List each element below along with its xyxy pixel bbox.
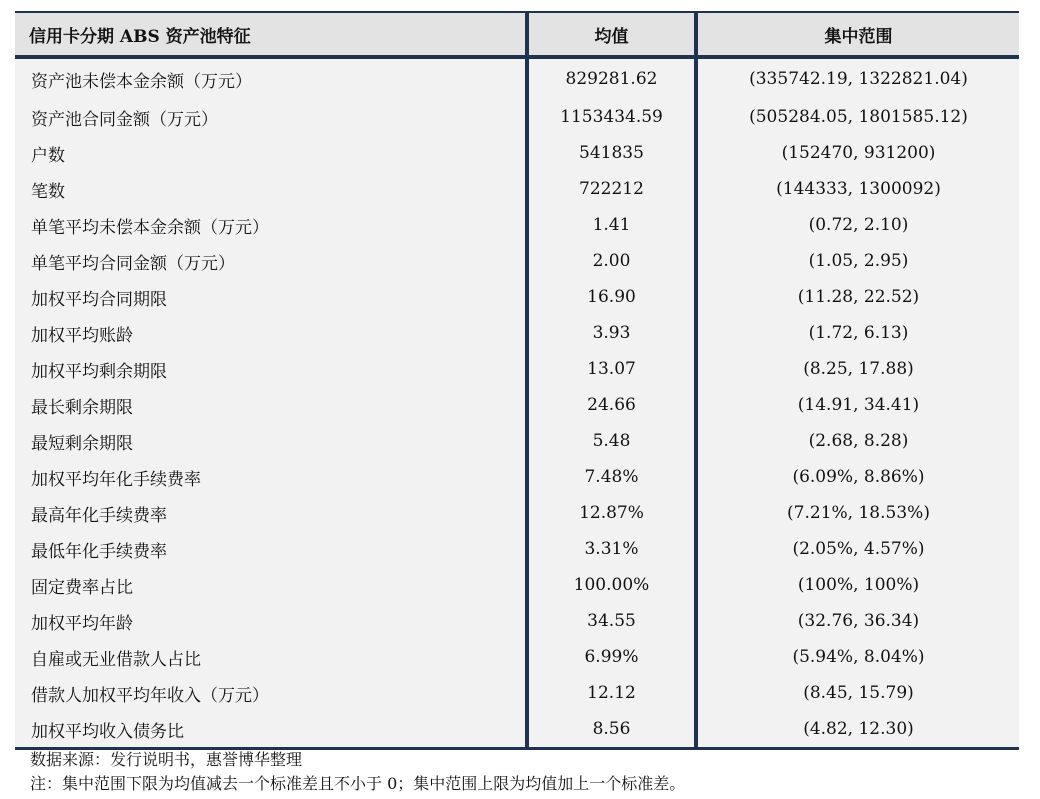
table-row bbox=[15, 387, 1019, 423]
row-mean: 2.00 bbox=[527, 243, 696, 279]
row-mean: 13.07 bbox=[527, 351, 696, 387]
row-range: (1.05, 2.95) bbox=[696, 243, 1019, 279]
row-range: (4.82, 12.30) bbox=[696, 711, 1019, 749]
row-range: (2.68, 8.28) bbox=[696, 423, 1019, 459]
row-label: 加权平均收入债务比 bbox=[15, 711, 527, 749]
row-mean: 3.31% bbox=[527, 531, 696, 567]
table-header-row bbox=[15, 12, 1019, 57]
table-row bbox=[15, 243, 1019, 279]
row-mean: 1.41 bbox=[527, 207, 696, 243]
table-row bbox=[15, 135, 1019, 171]
row-mean: 3.93 bbox=[527, 315, 696, 351]
header-range: 集中范围 bbox=[696, 12, 1019, 57]
row-label: 单笔平均合同金额（万元） bbox=[15, 243, 527, 279]
row-label: 单笔平均未偿本金余额（万元） bbox=[15, 207, 527, 243]
row-range: (14.91, 34.41) bbox=[696, 387, 1019, 423]
table-row bbox=[15, 99, 1019, 135]
row-label: 加权平均年龄 bbox=[15, 603, 527, 639]
row-label: 最低年化手续费率 bbox=[15, 531, 527, 567]
row-range: (152470, 931200) bbox=[696, 135, 1019, 171]
table-row bbox=[15, 207, 1019, 243]
row-mean: 722212 bbox=[527, 171, 696, 207]
table-row bbox=[15, 675, 1019, 711]
row-mean: 12.12 bbox=[527, 675, 696, 711]
row-label: 加权平均账龄 bbox=[15, 315, 527, 351]
table-row bbox=[15, 639, 1019, 675]
row-label: 最短剩余期限 bbox=[15, 423, 527, 459]
row-mean: 24.66 bbox=[527, 387, 696, 423]
row-range: (8.45, 15.79) bbox=[696, 675, 1019, 711]
row-mean: 34.55 bbox=[527, 603, 696, 639]
row-range: (11.28, 22.52) bbox=[696, 279, 1019, 315]
row-label: 加权平均合同期限 bbox=[15, 279, 527, 315]
row-label: 固定费率占比 bbox=[15, 567, 527, 603]
source-note: 数据来源：发行说明书，惠誉博华整理 bbox=[30, 750, 303, 769]
table-row bbox=[15, 567, 1019, 603]
row-range: (8.25, 17.88) bbox=[696, 351, 1019, 387]
table-row bbox=[15, 495, 1019, 531]
row-mean: 100.00% bbox=[527, 567, 696, 603]
row-range: (7.21%, 18.53%) bbox=[696, 495, 1019, 531]
row-range: (1.72, 6.13) bbox=[696, 315, 1019, 351]
row-label: 自雇或无业借款人占比 bbox=[15, 639, 527, 675]
row-range: (144333, 1300092) bbox=[696, 171, 1019, 207]
row-label: 加权平均年化手续费率 bbox=[15, 459, 527, 495]
row-mean: 8.56 bbox=[527, 711, 696, 749]
abs-pool-table bbox=[15, 11, 1019, 750]
row-range: (2.05%, 4.57%) bbox=[696, 531, 1019, 567]
row-label: 加权平均剩余期限 bbox=[15, 351, 527, 387]
row-label: 最长剩余期限 bbox=[15, 387, 527, 423]
row-range: (6.09%, 8.86%) bbox=[696, 459, 1019, 495]
row-mean: 1153434.59 bbox=[527, 99, 696, 135]
row-mean: 5.48 bbox=[527, 423, 696, 459]
table-row bbox=[15, 711, 1019, 749]
table-notes bbox=[30, 748, 685, 796]
row-mean: 16.90 bbox=[527, 279, 696, 315]
row-mean: 829281.62 bbox=[527, 57, 696, 99]
row-mean: 541835 bbox=[527, 135, 696, 171]
row-range: (335742.19, 1322821.04) bbox=[696, 57, 1019, 99]
row-label: 最高年化手续费率 bbox=[15, 495, 527, 531]
header-feature: 信用卡分期 ABS 资产池特征 bbox=[15, 12, 527, 57]
table-row bbox=[15, 423, 1019, 459]
table-row bbox=[15, 279, 1019, 315]
table-row bbox=[15, 315, 1019, 351]
header-mean: 均值 bbox=[527, 12, 696, 57]
row-range: (32.76, 36.34) bbox=[696, 603, 1019, 639]
range-footnote: 注：集中范围下限为均值减去一个标准差且不小于 0；集中范围上限为均值加上一个标准差。 bbox=[30, 774, 686, 793]
row-label: 借款人加权平均年收入（万元） bbox=[15, 675, 527, 711]
row-label: 笔数 bbox=[15, 171, 527, 207]
table-row bbox=[15, 531, 1019, 567]
row-range: (5.94%, 8.04%) bbox=[696, 639, 1019, 675]
row-mean: 6.99% bbox=[527, 639, 696, 675]
row-mean: 7.48% bbox=[527, 459, 696, 495]
table-row bbox=[15, 351, 1019, 387]
table-row bbox=[15, 57, 1019, 99]
row-range: (0.72, 2.10) bbox=[696, 207, 1019, 243]
table-row bbox=[15, 171, 1019, 207]
table-row bbox=[15, 459, 1019, 495]
row-range: (100%, 100%) bbox=[696, 567, 1019, 603]
table-row bbox=[15, 603, 1019, 639]
row-range: (505284.05, 1801585.12) bbox=[696, 99, 1019, 135]
row-mean: 12.87% bbox=[527, 495, 696, 531]
row-label: 户数 bbox=[15, 135, 527, 171]
row-label: 资产池合同金额（万元） bbox=[15, 99, 527, 135]
row-label: 资产池未偿本金余额（万元） bbox=[15, 57, 527, 99]
